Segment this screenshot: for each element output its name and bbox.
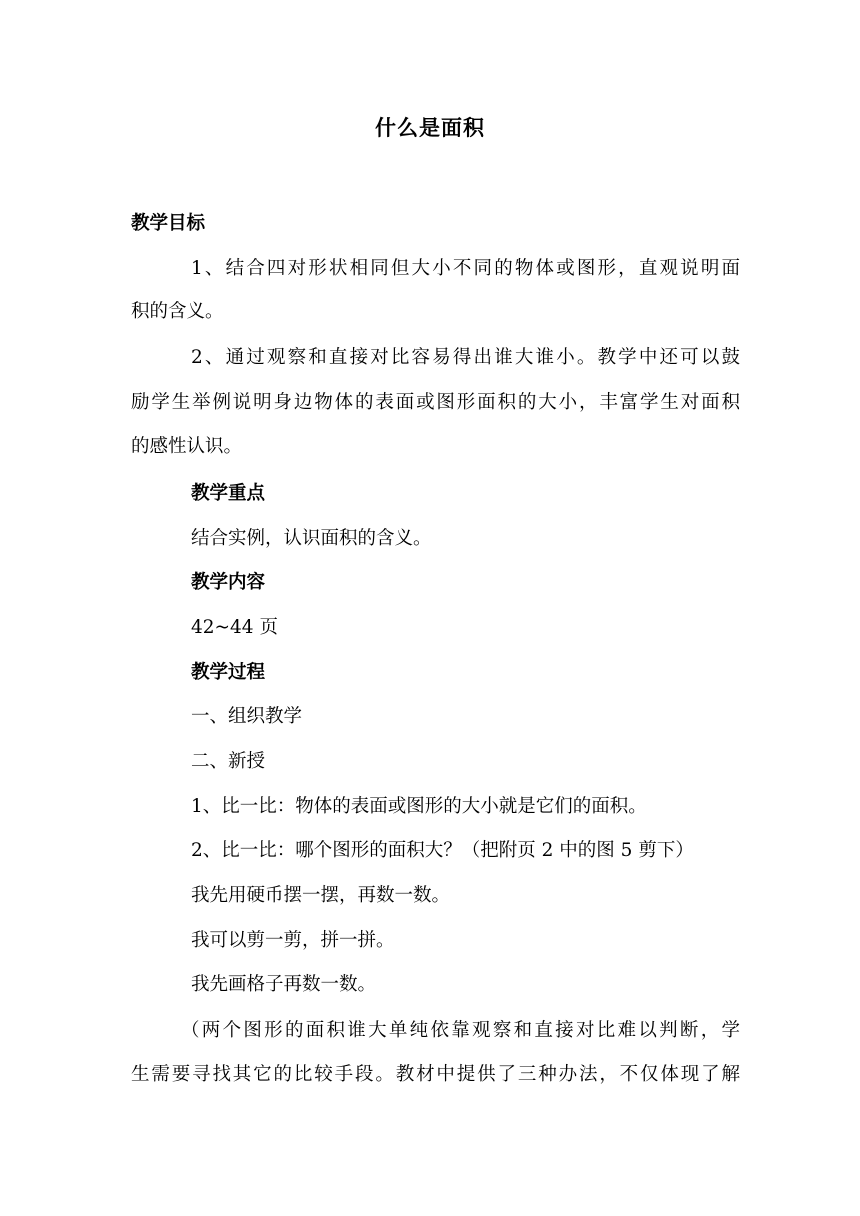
process-step-1: 一、组织教学 xyxy=(191,706,303,727)
process-heading: 教学过程 xyxy=(191,662,266,683)
method-3: 我先画格子再数一数。 xyxy=(191,974,377,995)
goal-1-line-2: 积的含义。 xyxy=(131,301,224,322)
method-2: 我可以剪一剪，拼一拼。 xyxy=(191,930,395,951)
goal-1-line-1: 1、结合四对形状相同但大小不同的物体或图形，直观说明面 xyxy=(191,258,740,279)
goal-2-line-3: 的感性认识。 xyxy=(131,436,243,457)
content-text: 42~44 页 xyxy=(191,617,278,638)
document-title: 什么是面积 xyxy=(375,116,485,140)
goals-heading: 教学目标 xyxy=(131,213,206,234)
method-1: 我先用硬币摆一摆，再数一数。 xyxy=(191,885,451,906)
note-line-2: 生需要寻找其它的比较手段。教材中提供了三种办法，不仅体现了解 xyxy=(131,1064,740,1085)
compare-item-2: 2、比一比：哪个图形的面积大？（把附页 2 中的图 5 剪下） xyxy=(191,840,694,861)
content-heading: 教学内容 xyxy=(191,572,266,593)
focus-text: 结合实例，认识面积的含义。 xyxy=(191,528,432,549)
note-line-1: （两个图形的面积谁大单纯依靠观察和直接对比难以判断，学 xyxy=(181,1020,740,1041)
goal-2-line-1: 2、通过观察和直接对比容易得出谁大谁小。教学中还可以鼓 xyxy=(191,347,740,368)
goal-2-line-2: 励学生举例说明身边物体的表面或图形面积的大小，丰富学生对面积 xyxy=(131,392,740,413)
compare-item-1: 1、比一比：物体的表面或图形的大小就是它们的面积。 xyxy=(191,796,647,817)
focus-heading: 教学重点 xyxy=(191,483,266,504)
process-step-2: 二、新授 xyxy=(191,751,266,772)
